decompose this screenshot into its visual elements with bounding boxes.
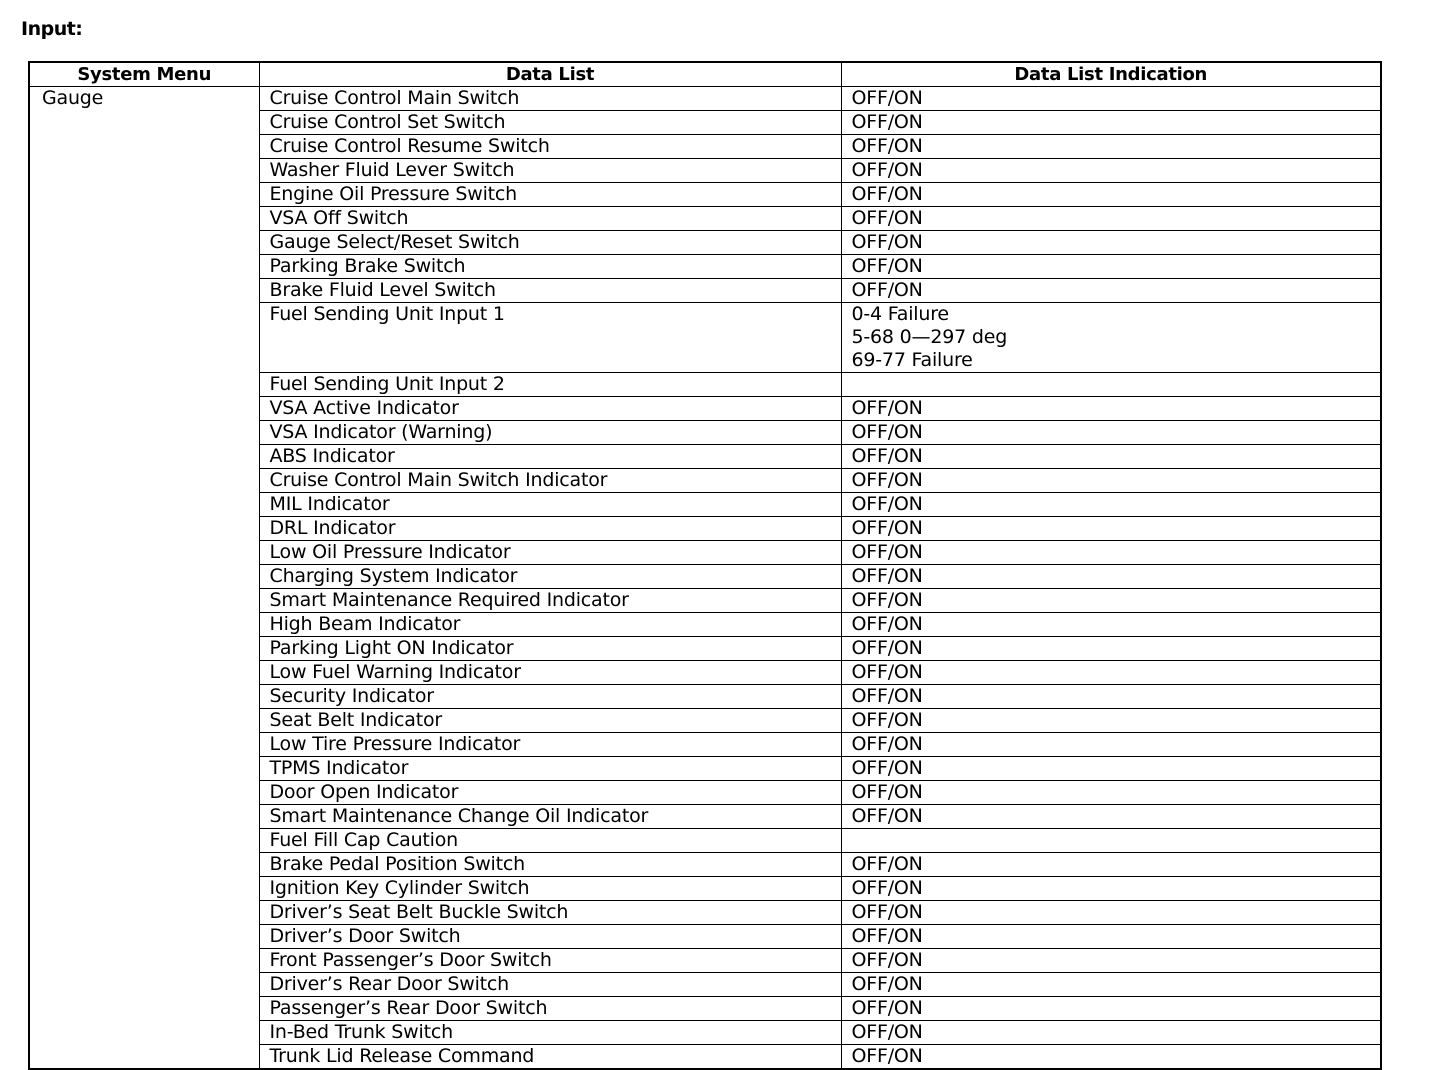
data-list-item: Low Fuel Warning Indicator xyxy=(259,661,841,685)
indication-value: OFF/ON xyxy=(851,493,923,515)
section-label: Input: xyxy=(21,18,83,40)
indication-value: OFF/ON xyxy=(851,1045,923,1067)
indication-value: OFF/ON xyxy=(851,255,923,277)
data-list-item: Cruise Control Main Switch Indicator xyxy=(259,469,841,493)
data-list-item: Low Tire Pressure Indicator xyxy=(259,733,841,757)
indication-value: OFF/ON xyxy=(851,517,923,539)
indication-value: OFF/ON xyxy=(851,87,923,109)
indication-value: OFF/ON xyxy=(851,973,923,995)
indication-value: 0-4 Failure xyxy=(851,303,949,325)
indication-value: OFF/ON xyxy=(851,565,923,587)
data-list-item: VSA Off Switch xyxy=(259,207,841,231)
data-list-item: Parking Light ON Indicator xyxy=(259,637,841,661)
data-list-item: Ignition Key Cylinder Switch xyxy=(259,877,841,901)
data-list-item: Trunk Lid Release Command xyxy=(259,1045,841,1070)
indication-value: 5-68 0—297 deg xyxy=(851,326,1008,348)
data-list-item: VSA Active Indicator xyxy=(259,397,841,421)
header-system-menu: System Menu xyxy=(29,62,259,87)
data-list-item: Fuel Sending Unit Input 2 xyxy=(259,373,841,397)
data-list-item: DRL Indicator xyxy=(259,517,841,541)
data-list-item: Gauge Select/Reset Switch xyxy=(259,231,841,255)
data-list-indication xyxy=(841,781,1381,805)
data-list-indication xyxy=(841,925,1381,949)
data-list-item: Fuel Sending Unit Input 1 xyxy=(259,303,841,373)
data-list-item: Security Indicator xyxy=(259,685,841,709)
indication-value: OFF/ON xyxy=(851,805,923,827)
indication-value: OFF/ON xyxy=(851,1021,923,1043)
data-list-indication xyxy=(841,421,1381,445)
data-list-item: Cruise Control Main Switch xyxy=(259,87,841,111)
data-list-indication xyxy=(841,709,1381,733)
data-list-item: Driver’s Rear Door Switch xyxy=(259,973,841,997)
indication-value: OFF/ON xyxy=(851,853,923,875)
data-list-item: VSA Indicator (Warning) xyxy=(259,421,841,445)
data-list-indication xyxy=(841,445,1381,469)
data-list-indication xyxy=(841,397,1381,421)
data-list-item: Charging System Indicator xyxy=(259,565,841,589)
indication-value: OFF/ON xyxy=(851,637,923,659)
indication-value: OFF/ON xyxy=(851,733,923,755)
data-list-item: Seat Belt Indicator xyxy=(259,709,841,733)
data-list-table xyxy=(28,61,1382,1070)
indication-value: 69-77 Failure xyxy=(851,349,973,371)
data-list-indication xyxy=(841,661,1381,685)
table-header-row xyxy=(29,62,1381,87)
indication-value: OFF/ON xyxy=(851,541,923,563)
data-list-item: Passenger’s Rear Door Switch xyxy=(259,997,841,1021)
data-list-indication xyxy=(841,997,1381,1021)
data-list-indication xyxy=(841,255,1381,279)
indication-value: OFF/ON xyxy=(851,231,923,253)
data-list-indication xyxy=(841,183,1381,207)
indication-value: OFF/ON xyxy=(851,207,923,229)
data-list-indication xyxy=(841,853,1381,877)
data-list-indication xyxy=(841,877,1381,901)
data-list-indication xyxy=(841,589,1381,613)
table-row xyxy=(29,87,1381,111)
data-list-item: Low Oil Pressure Indicator xyxy=(259,541,841,565)
data-list-item: Engine Oil Pressure Switch xyxy=(259,183,841,207)
indication-value: OFF/ON xyxy=(851,421,923,443)
data-list-indication xyxy=(841,541,1381,565)
data-list-indication xyxy=(841,1021,1381,1045)
indication-value: OFF/ON xyxy=(851,997,923,1019)
indication-value: OFF/ON xyxy=(851,781,923,803)
data-list-item: Parking Brake Switch xyxy=(259,255,841,279)
data-list-indication xyxy=(841,613,1381,637)
data-list-item: Door Open Indicator xyxy=(259,781,841,805)
data-list-item: Driver’s Seat Belt Buckle Switch xyxy=(259,901,841,925)
indication-value: OFF/ON xyxy=(851,901,923,923)
data-list-indication xyxy=(841,517,1381,541)
indication-value: OFF/ON xyxy=(851,685,923,707)
data-list-item: Brake Pedal Position Switch xyxy=(259,853,841,877)
system-menu-cell: Gauge xyxy=(29,87,259,1070)
data-list-item: Fuel Fill Cap Caution xyxy=(259,829,841,853)
indication-value: OFF/ON xyxy=(851,589,923,611)
table-body xyxy=(29,87,1381,1070)
data-list-indication xyxy=(841,973,1381,997)
data-list-indication xyxy=(841,135,1381,159)
indication-value: OFF/ON xyxy=(851,613,923,635)
header-data-list-indication: Data List Indication xyxy=(841,62,1381,87)
data-list-item: Cruise Control Resume Switch xyxy=(259,135,841,159)
data-list-indication xyxy=(841,87,1381,111)
data-list-indication xyxy=(841,231,1381,255)
data-list-item: Driver’s Door Switch xyxy=(259,925,841,949)
data-list-item: High Beam Indicator xyxy=(259,613,841,637)
data-list-item: TPMS Indicator xyxy=(259,757,841,781)
indication-value: OFF/ON xyxy=(851,661,923,683)
data-list-indication xyxy=(841,207,1381,231)
indication-value: OFF/ON xyxy=(851,111,923,133)
indication-value: OFF/ON xyxy=(851,949,923,971)
data-list-indication xyxy=(841,757,1381,781)
data-list-indication xyxy=(841,373,1381,397)
data-list-indication xyxy=(841,805,1381,829)
data-list-indication xyxy=(841,493,1381,517)
indication-value: OFF/ON xyxy=(851,925,923,947)
data-list-indication xyxy=(841,111,1381,135)
indication-value: OFF/ON xyxy=(851,877,923,899)
data-list-item: Washer Fluid Lever Switch xyxy=(259,159,841,183)
data-list-item: ABS Indicator xyxy=(259,445,841,469)
data-list-indication xyxy=(841,469,1381,493)
indication-value: OFF/ON xyxy=(851,279,923,301)
data-list-indication xyxy=(841,829,1381,853)
indication-value: OFF/ON xyxy=(851,445,923,467)
data-list-indication xyxy=(841,159,1381,183)
data-list-indication xyxy=(841,637,1381,661)
data-list-indication xyxy=(841,733,1381,757)
data-list-item: Smart Maintenance Required Indicator xyxy=(259,589,841,613)
data-list-indication xyxy=(841,949,1381,973)
data-list-item: Front Passenger’s Door Switch xyxy=(259,949,841,973)
indication-value: OFF/ON xyxy=(851,397,923,419)
indication-value: OFF/ON xyxy=(851,709,923,731)
data-list-item: Brake Fluid Level Switch xyxy=(259,279,841,303)
indication-value: OFF/ON xyxy=(851,135,923,157)
indication-value: OFF/ON xyxy=(851,757,923,779)
data-list-indication xyxy=(841,279,1381,303)
header-data-list: Data List xyxy=(259,62,841,87)
indication-value: OFF/ON xyxy=(851,469,923,491)
data-list-indication xyxy=(841,565,1381,589)
data-list-indication xyxy=(841,1045,1381,1070)
data-list-item: MIL Indicator xyxy=(259,493,841,517)
indication-value: OFF/ON xyxy=(851,159,923,181)
data-list-item: Smart Maintenance Change Oil Indicator xyxy=(259,805,841,829)
data-list-indication xyxy=(841,303,1381,373)
data-list-indication xyxy=(841,685,1381,709)
indication-value: OFF/ON xyxy=(851,183,923,205)
data-list-item: In-Bed Trunk Switch xyxy=(259,1021,841,1045)
data-list-item: Cruise Control Set Switch xyxy=(259,111,841,135)
data-list-indication xyxy=(841,901,1381,925)
